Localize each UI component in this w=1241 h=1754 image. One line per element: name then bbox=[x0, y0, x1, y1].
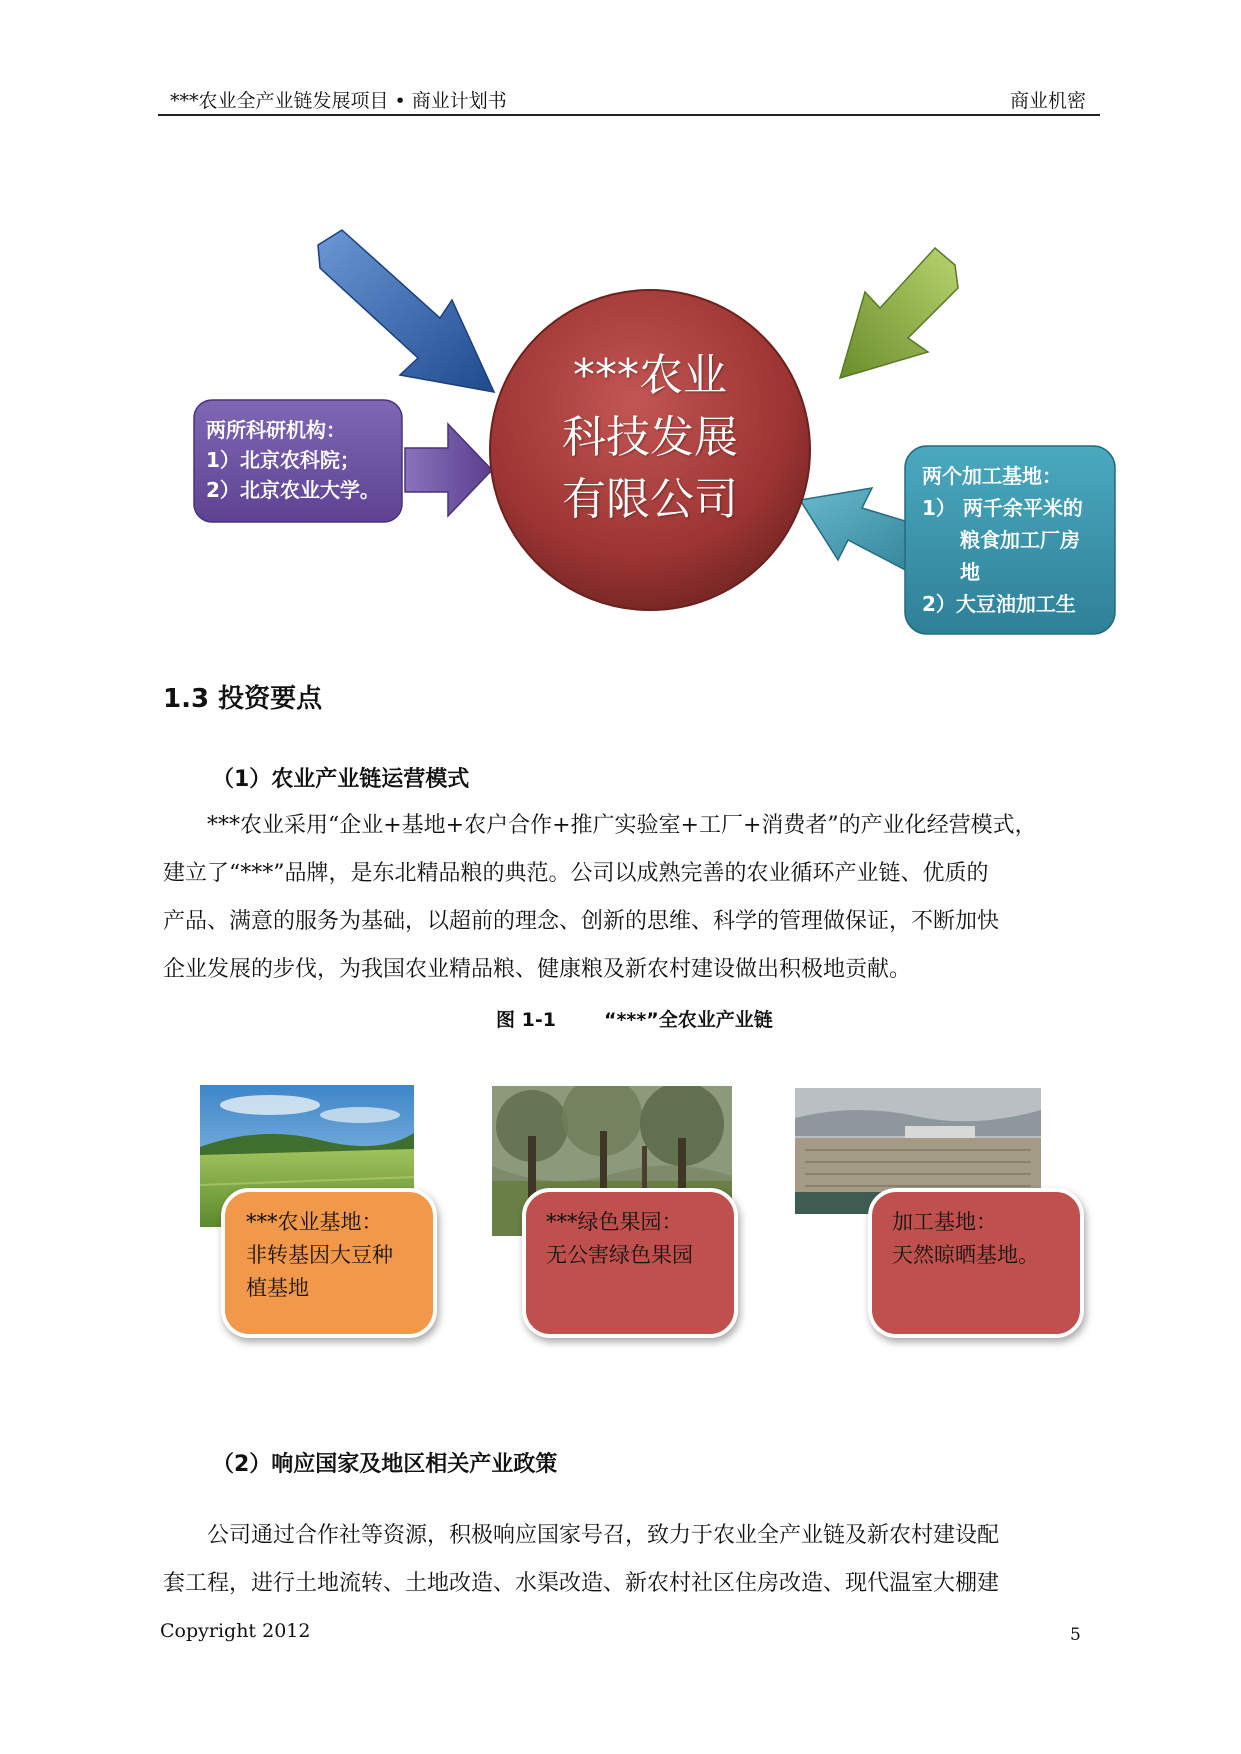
research-line: 两所科研机构： bbox=[206, 418, 346, 442]
page-number: 5 bbox=[1070, 1625, 1081, 1645]
card-line: 植基地 bbox=[246, 1276, 309, 1300]
company-name bbox=[530, 345, 770, 531]
paragraph-line: 套工程，进行土地流转、土地改造、水渠改造、新农村社区住房改造、现代温室大棚建 bbox=[163, 1571, 1000, 1596]
processing-line: 2）大豆油加工生 bbox=[922, 592, 1076, 616]
card-line: 非转基因大豆种 bbox=[246, 1243, 393, 1267]
card-line: 天然晾晒基地。 bbox=[892, 1243, 1039, 1267]
processing-line: 1） 两千余平米的 bbox=[922, 496, 1083, 520]
processing-box-text bbox=[922, 460, 1122, 620]
card-line: 加工基地： bbox=[892, 1210, 997, 1234]
company-name-line: 科技发展 bbox=[562, 412, 738, 463]
processing-card-text bbox=[892, 1206, 1039, 1272]
section-heading: 1.3 投资要点 bbox=[163, 684, 323, 714]
farm-base-card-text bbox=[246, 1206, 393, 1305]
paragraph-line: 建立了“***”品牌，是东北精品粮的典范。公司以成熟完善的农业循环产业链、优质的 bbox=[163, 861, 989, 886]
card-line: ***绿色果园： bbox=[546, 1210, 683, 1234]
card-line: ***农业基地： bbox=[246, 1210, 383, 1234]
paragraph-policy bbox=[163, 1512, 1100, 1608]
subheading-policy: （2）响应国家及地区相关产业政策 bbox=[212, 1452, 558, 1477]
paragraph-line: 企业发展的步伐，为我国农业精品粮、健康粮及新农村建设做出积极地贡献。 bbox=[163, 957, 912, 982]
paragraph-line: 产品、满意的服务为基础，以超前的理念、创新的思维、科学的管理做保证，不断加快 bbox=[163, 909, 1000, 934]
purple-arrow-icon bbox=[405, 424, 492, 516]
figure-number: 图 1-1 bbox=[496, 1009, 556, 1031]
paragraph-line: 公司通过合作社等资源，积极响应国家号召，致力于农业全产业链及新农村建设配 bbox=[207, 1523, 1000, 1548]
footer-copyright: Copyright 2012 bbox=[160, 1620, 311, 1642]
processing-line: 粮食加工厂房 bbox=[960, 528, 1080, 552]
orchard-card-text bbox=[546, 1206, 693, 1272]
company-name-line: 有限公司 bbox=[562, 474, 738, 525]
paragraph-operation-model bbox=[163, 802, 1100, 994]
research-line: 1）北京农科院； bbox=[206, 448, 360, 472]
card-line: 无公害绿色果园 bbox=[546, 1243, 693, 1267]
company-name-line: ***农业 bbox=[573, 350, 727, 401]
paragraph-line: ***农业采用“企业+基地+农户合作+推广实验室+工厂+消费者”的产业化经营模式， bbox=[207, 813, 1037, 838]
subheading-operation-model: （1）农业产业链运营模式 bbox=[212, 767, 470, 792]
research-line: 2）北京农业大学。 bbox=[206, 478, 380, 502]
header-title: ***农业全产业链发展项目 • 商业计划书 bbox=[170, 90, 507, 112]
research-box-text bbox=[206, 415, 380, 505]
figure-caption bbox=[496, 1005, 773, 1032]
blue-arrow-icon bbox=[318, 230, 494, 392]
green-arrow-icon bbox=[840, 248, 958, 378]
header-confidential: 商业机密 bbox=[1010, 90, 1087, 112]
processing-line: 地 bbox=[960, 560, 980, 584]
figure-title: “***”全农业产业链 bbox=[603, 1009, 773, 1031]
processing-line: 两个加工基地： bbox=[922, 464, 1062, 488]
